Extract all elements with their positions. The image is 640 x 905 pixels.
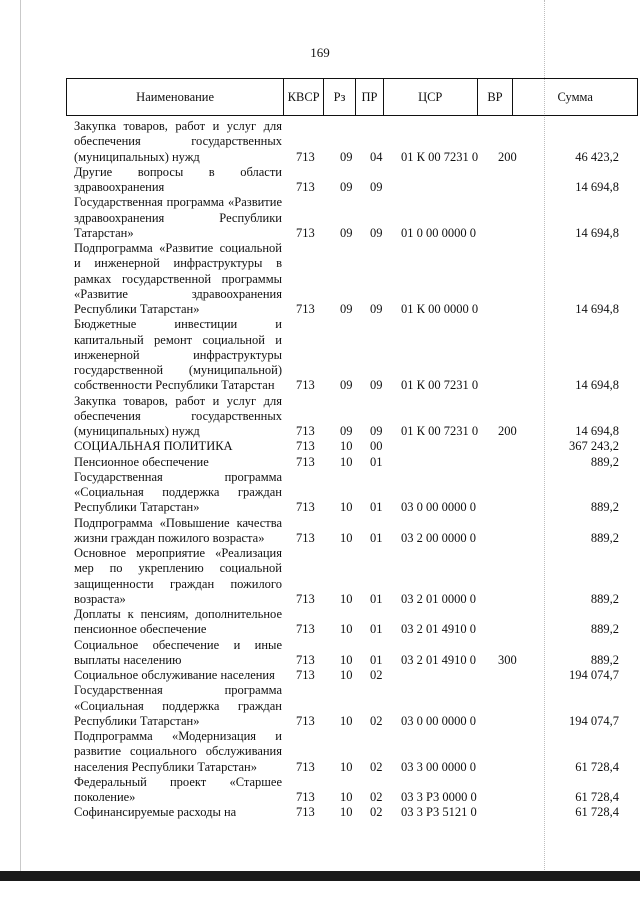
row-codes [74,302,622,317]
row-kvsr: 713 [296,454,315,469]
header-rz: Рз [324,79,356,115]
row-pr: 02 [370,713,383,728]
row-pr: 09 [370,225,383,240]
row-pr: 02 [370,805,383,820]
row-kvsr: 713 [296,759,315,774]
table-body [74,119,622,821]
row-sum: 889,2 [590,591,619,606]
row-csr: 01 К 00 7231 0 [401,424,479,438]
row-csr: 03 0 00 0000 0 [401,713,476,728]
row-rz: 09 [340,302,353,316]
row-codes [74,790,622,805]
table-row [74,805,622,820]
row-kvsr: 713 [296,805,315,820]
row-rz: 09 [340,424,353,438]
row-kvsr: 713 [296,302,315,316]
row-sum: 14 694,8 [575,302,619,316]
table-row [74,546,622,607]
row-csr: 03 3 Р3 5121 0 [401,805,477,820]
row-sum: 61 728,4 [575,759,619,774]
row-kvsr: 713 [296,668,315,682]
row-codes [74,714,622,729]
row-rz: 10 [340,652,353,667]
row-sum: 889,2 [590,454,619,469]
header-kvsr: КВСР [284,79,324,115]
row-kvsr: 713 [296,378,315,393]
row-name: Закупка товаров, работ и услуг для обеспечения государственных (муниципальных) нужд [74,393,282,438]
row-name: Пенсионное обеспечение [74,454,209,469]
row-kvsr: 713 [296,713,315,728]
table-row [74,516,622,547]
row-sum: 14 694,8 [575,378,619,393]
row-codes [74,653,622,668]
row-csr: 03 2 00 0000 0 [401,530,476,545]
row-sum: 14 694,8 [575,424,619,438]
row-name: СОЦИАЛЬНАЯ ПОЛИТИКА [74,439,233,454]
row-csr: 01 К 00 0000 0 [401,302,479,316]
row-kvsr: 713 [296,439,315,454]
row-sum: 889,2 [590,622,619,637]
row-codes [74,805,622,820]
table-row [74,195,622,241]
row-codes [74,500,622,515]
row-name: Софинансируемые расходы на [74,805,237,820]
row-codes [74,760,622,775]
row-sum: 889,2 [590,530,619,545]
row-name: Закупка товаров, работ и услуг для обеспечения государственных (муниципальных) нужд [74,119,282,164]
row-codes [74,424,622,439]
row-vr: 300 [498,652,517,667]
row-name: Подпрограмма «Модернизация и развитие социального обслуживания населения Республики Татарстан» [74,729,282,774]
row-csr: 03 2 01 4910 0 [401,652,476,667]
header-name: Наименование [67,79,284,115]
scan-bottom-bar [0,871,640,881]
page-number: 169 [310,45,330,60]
table-row [74,455,622,470]
row-rz: 10 [340,805,353,820]
row-codes [74,378,622,393]
page-left-edge [20,0,21,872]
row-kvsr: 713 [296,149,315,164]
row-kvsr: 713 [296,500,315,515]
row-pr: 09 [370,378,383,393]
row-rz: 09 [340,225,353,240]
row-name: Подпрограмма «Повышение качества жизни граждан пожилого возраста» [74,515,282,545]
row-name: Социальное обслуживание населения [74,668,275,682]
row-sum: 889,2 [590,652,619,667]
table-row [74,775,622,806]
row-rz: 10 [340,790,353,804]
row-name: Государственная программа «Социальная поддержка граждан Республики Татарстан» [74,469,282,515]
row-pr: 02 [370,759,383,774]
row-codes [74,531,622,546]
header-sum: Сумма [557,89,593,104]
header-csr: ЦСР [384,79,478,115]
row-sum: 194 074,7 [569,668,619,682]
row-sum: 61 728,4 [575,805,619,820]
table-header [66,78,638,116]
row-rz: 10 [340,713,353,728]
row-csr: 03 2 01 4910 0 [401,622,476,637]
row-csr: 01 К 00 7231 0 [401,378,479,393]
row-pr: 09 [370,302,383,316]
row-sum: 46 423,2 [575,149,619,164]
row-rz: 10 [340,668,353,682]
row-rz: 10 [340,500,353,515]
row-csr: 03 3 00 0000 0 [401,759,476,774]
table-row [74,470,622,516]
row-rz: 09 [340,378,353,393]
table-row [74,638,622,669]
row-codes [74,226,622,241]
row-vr: 200 [498,149,517,164]
row-csr: 01 0 00 0000 0 [401,225,476,240]
row-codes [74,592,622,607]
row-name: Социальное обеспечение и иные выплаты населению [74,637,282,667]
row-csr: 03 2 01 0000 0 [401,591,476,606]
row-codes [74,439,622,454]
row-kvsr: 713 [296,790,315,804]
row-kvsr: 713 [296,652,315,667]
table-row [74,607,622,638]
row-codes [74,180,622,195]
row-kvsr: 713 [296,530,315,545]
row-kvsr: 713 [296,180,315,194]
table-row [74,439,622,454]
row-pr: 01 [370,454,383,469]
row-rz: 10 [340,759,353,774]
row-pr: 01 [370,652,383,667]
row-kvsr: 713 [296,591,315,606]
row-name: Бюджетные инвестиции и капитальный ремонт социальной и инженерной инфраструктуры государственной (муниципальной) собственности Республики Татарстан [74,317,282,393]
row-sum: 194 074,7 [569,713,619,728]
row-sum: 889,2 [590,500,619,515]
row-name: Доплаты к пенсиям, дополнительное пенсионное обеспечение [74,607,282,637]
row-sum: 61 728,4 [575,790,619,804]
row-kvsr: 713 [296,622,315,637]
row-sum: 14 694,8 [575,180,619,194]
row-csr: 03 3 Р3 0000 0 [401,790,477,804]
table-row [74,119,622,165]
row-rz: 10 [340,454,353,469]
row-pr: 09 [370,180,383,194]
table-row [74,683,622,729]
row-name: Государственная программа «Социальная поддержка граждан Республики Татарстан» [74,683,282,728]
row-csr: 03 0 00 0000 0 [401,500,476,515]
row-codes [74,150,622,165]
row-csr: 01 К 00 7231 0 [401,149,479,164]
row-pr: 01 [370,530,383,545]
table-row [74,668,622,683]
table-row [74,241,622,317]
row-codes [74,455,622,470]
row-pr: 02 [370,790,383,804]
row-pr: 02 [370,668,383,682]
row-rz: 10 [340,591,353,606]
header-vr: ВР [478,79,514,115]
row-kvsr: 713 [296,225,315,240]
table-row [74,317,622,393]
table-row [74,729,622,775]
row-pr: 01 [370,591,383,606]
table-row [74,165,622,196]
row-pr: 01 [370,622,383,637]
row-vr: 200 [498,424,517,438]
table-row [74,394,622,440]
row-pr: 00 [370,439,383,454]
row-rz: 10 [340,530,353,545]
row-name: Государственная программа «Развитие здравоохранения Республики Татарстан» [74,195,282,240]
row-pr: 01 [370,500,383,515]
row-pr: 04 [370,149,383,164]
row-sum: 367 243,2 [569,439,619,454]
row-name: Другие вопросы в области здравоохранения [74,164,282,194]
row-rz: 09 [340,180,353,194]
row-name: Основное мероприятие «Реализация мер по укреплению социальной защищенности граждан пожилого возраста» [74,546,282,606]
row-name: Федеральный проект «Старшее поколение» [74,774,282,804]
row-rz: 10 [340,439,353,454]
row-sum: 14 694,8 [575,225,619,240]
row-kvsr: 713 [296,424,315,438]
row-codes [74,622,622,637]
row-name: Подпрограмма «Развитие социальной и инженерной инфраструктуры в рамках государственной программы «Развитие здравоохранения Республики Татарстан» [74,241,282,316]
row-pr: 09 [370,424,383,438]
row-codes [74,668,622,683]
row-rz: 10 [340,622,353,637]
header-pr: ПР [356,79,384,115]
row-rz: 09 [340,149,353,164]
